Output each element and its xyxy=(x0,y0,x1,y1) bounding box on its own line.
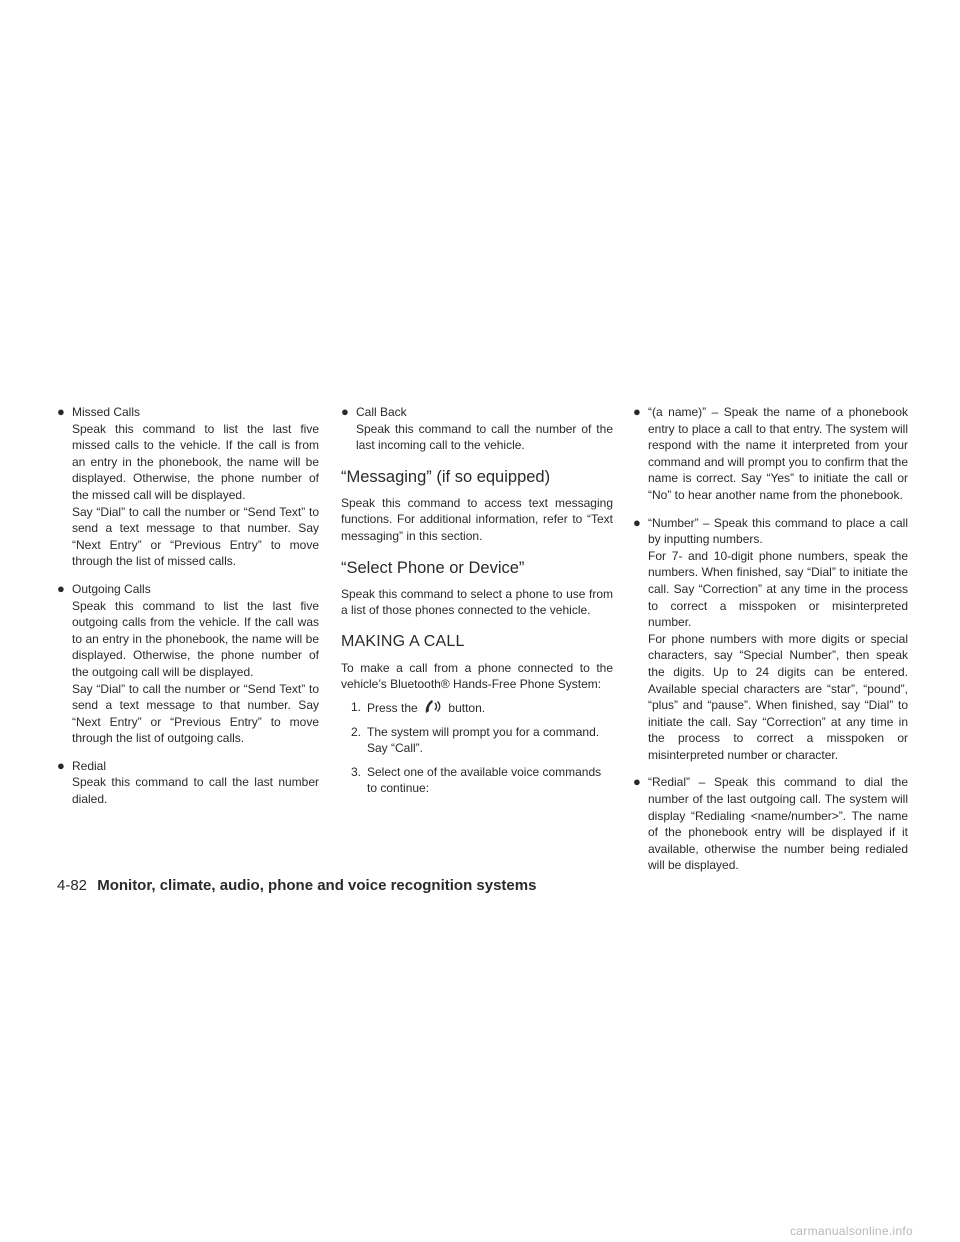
step-number: 3. xyxy=(351,764,362,779)
bullet-dot: ● xyxy=(57,404,65,419)
step-item xyxy=(341,764,613,797)
bullet-title: Redial xyxy=(72,758,107,773)
step-text-pre: Press the xyxy=(367,700,418,715)
bullet-dot: ● xyxy=(633,514,641,530)
column-middle xyxy=(341,404,613,804)
step-number: 1. xyxy=(351,699,362,714)
bullet-body: “(a name)” – Speak the name of a phonebook entry to place a call to that entry. The system will respond with the name it interpreted from your command and will prompt you to confirm that the name is correct. Say “Yes” to initiate the call or “No” to hear another name from the phonebook. xyxy=(648,405,908,502)
column-left xyxy=(57,404,319,808)
section-body-messaging: Speak this command to access text messaging functions. For additional information, refer to “Text messaging” in this section. xyxy=(341,495,613,543)
phone-voice-icon xyxy=(423,699,443,715)
page-number: 4-82 xyxy=(57,877,88,894)
bullet-title: Call Back xyxy=(356,405,407,419)
bullet-dot: ● xyxy=(57,757,65,773)
step-text: The system will prompt you for a command. Say “Call”. xyxy=(367,724,600,756)
step-item xyxy=(341,724,613,757)
bullet-body: For 7- and 10-digit phone numbers, speak the numbers. When finished, say “Dial” to initiate the call. Say “Correction” at any time in the process to correct a misspoken or misinterpreted number. xyxy=(648,548,908,630)
bullet-dot: ● xyxy=(341,404,349,419)
bullet-redial-command xyxy=(633,774,908,874)
bullet-a-name xyxy=(633,404,908,504)
step-text-post: button. xyxy=(448,700,486,715)
section-heading-making-a-call: MAKING A CALL xyxy=(341,632,465,650)
steps-list xyxy=(341,699,613,797)
bullet-dot: ● xyxy=(633,774,641,790)
bullet-missed-calls xyxy=(57,404,319,570)
step-item xyxy=(341,699,613,717)
bullet-body: Speak this command to call the last number dialed. xyxy=(72,775,319,807)
bullet-call-back xyxy=(341,404,613,454)
bullet-body: For phone numbers with more digits or special characters, say “Special Number”, then speak the digits. Up to 24 digits can be entered. Available special characters are “star”, “pound”, “plus” and “pause”. When finished, say “Dial” to initiate the call. Say “Correction” at any time in the process to correct a misspoken or misinterpreted number or character. xyxy=(648,631,908,762)
bullet-outgoing-calls xyxy=(57,581,319,747)
section-heading-messaging: “Messaging” (if so equipped) xyxy=(341,467,551,486)
section-heading-select-phone: “Select Phone or Device” xyxy=(341,558,525,577)
bullet-title: Missed Calls xyxy=(72,405,141,419)
section-body-making-a-call: To make a call from a phone connected to the vehicle’s Bluetooth® Hands-Free Phone System: xyxy=(341,660,613,692)
bullet-body: Say “Dial” to call the number or “Send Text” to send a text message to that number. Say “Next Entry” or “Previous Entry” to move through the list of outgoing calls. xyxy=(72,681,319,746)
bullet-body: “Number” – Speak this command to place a call by inputting numbers. xyxy=(648,515,908,547)
bullet-body: Speak this command to call the number of the last incoming call to the vehicle. xyxy=(356,421,613,453)
step-number: 2. xyxy=(351,724,362,739)
page-footer xyxy=(57,877,536,894)
section-body-select-phone: Speak this command to select a phone to use from a list of those phones connected to the vehicle. xyxy=(341,586,613,618)
bullet-body: “Redial” – Speak this command to dial the number of the last outgoing call. The system will display “Redialing <name/number>”. The name of the phonebook entry will be displayed if it available, otherwise the number being redialed will be displayed. xyxy=(648,775,908,873)
bullet-dot: ● xyxy=(57,580,65,596)
bullet-number xyxy=(633,515,908,764)
bullet-dot: ● xyxy=(633,404,641,419)
bullet-body: Speak this command to list the last five missed calls to the vehicle. If the call is from an entry in the phonebook, the name will be displayed. Otherwise, the phone number of the missed call will be displayed. xyxy=(72,421,319,502)
section-title: Monitor, climate, audio, phone and voice recognition systems xyxy=(97,877,537,894)
bullet-title: Outgoing Calls xyxy=(72,581,151,596)
watermark: carmanualsonline.info xyxy=(790,1224,914,1238)
bullet-body: Say “Dial” to call the number or “Send Text” to send a text message to that number. Say “Next Entry” or “Previous Entry” to move through the list of missed calls. xyxy=(72,504,319,569)
column-right xyxy=(633,404,908,874)
step-text: Select one of the available voice commands to continue: xyxy=(367,764,602,796)
bullet-redial xyxy=(57,758,319,808)
bullet-body: Speak this command to list the last five outgoing calls from the vehicle. If the call was to an entry in the phonebook, the name will be displayed. Otherwise, the phone number of the outgoing call will be displayed. xyxy=(72,598,319,679)
